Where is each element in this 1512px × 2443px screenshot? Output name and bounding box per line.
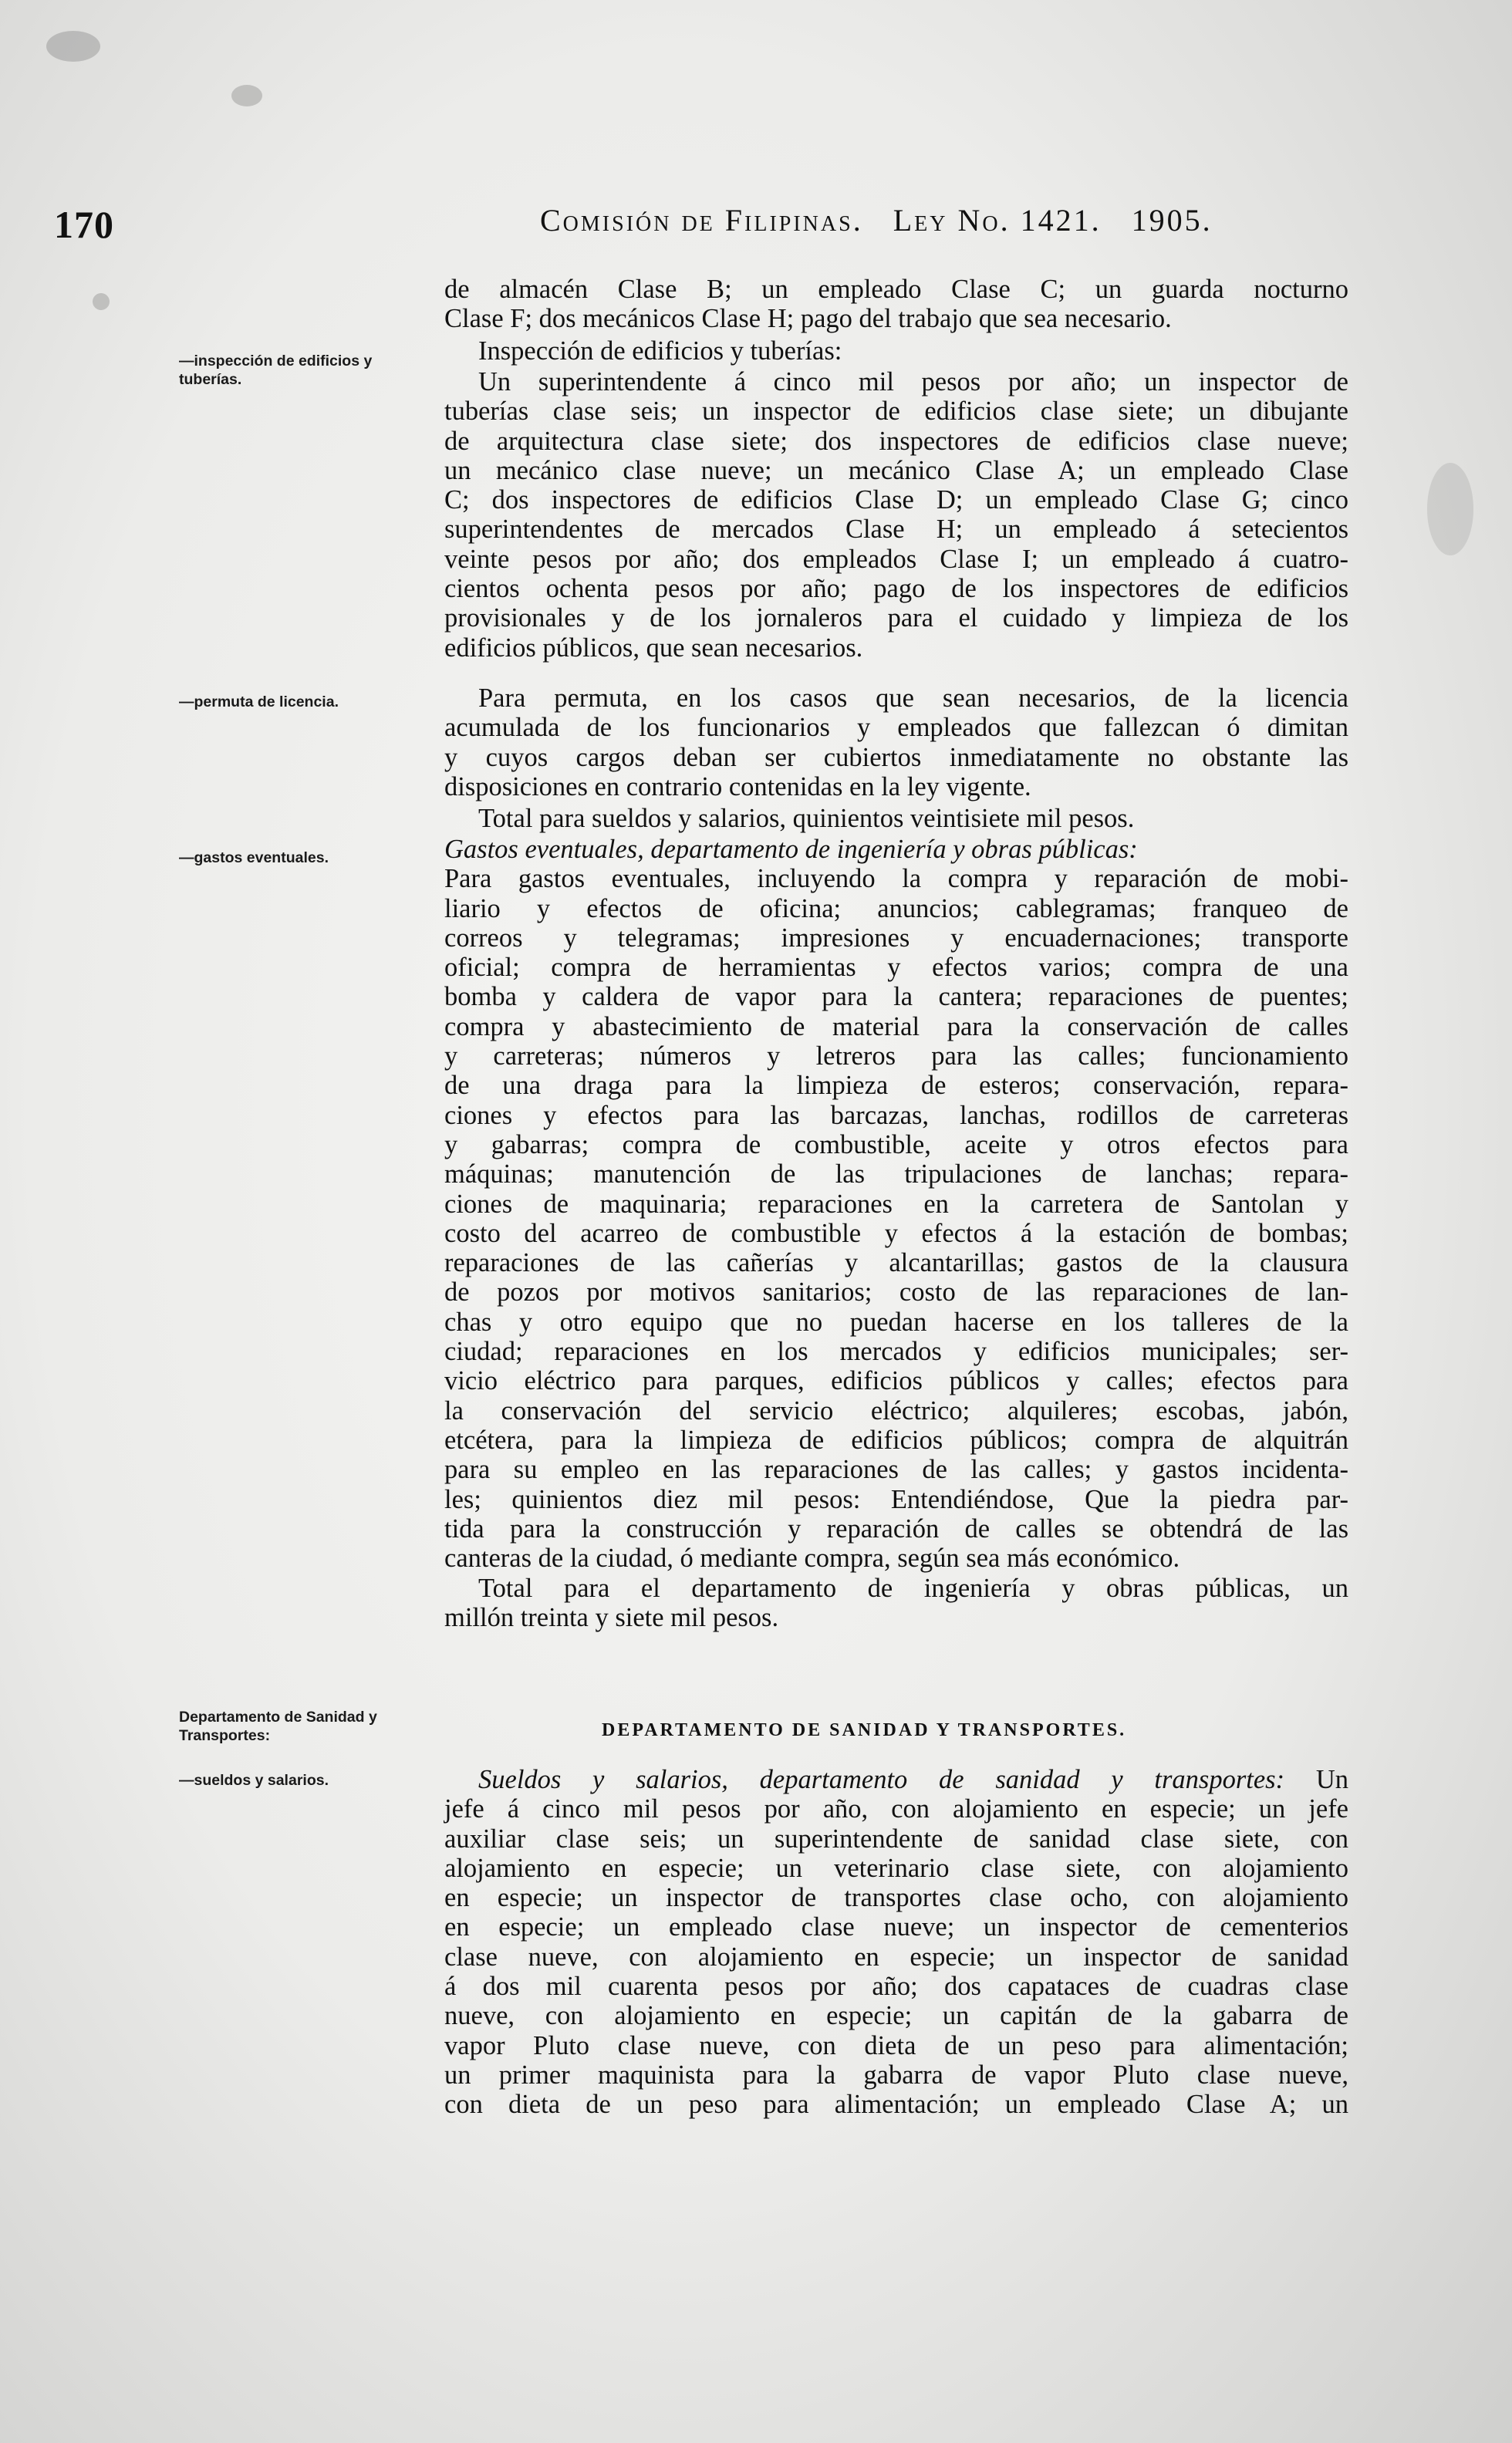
sueldos-lead-tail: Un — [1315, 1765, 1348, 1794]
margin-note-sueldos: —sueldos y salarios. — [179, 1772, 329, 1789]
text-line: vicio eléctrico para parques, edificios públicos y calles; efectos para — [444, 1366, 1348, 1396]
text-line: máquinas; manutención de las tripulaciones de lanchas; repara- — [444, 1159, 1348, 1189]
text-line: edificios públicos, que sean necesarios. — [444, 633, 863, 663]
text-line: vapor Pluto clase nueve, con dieta de un peso para alimentación; — [444, 2030, 1348, 2060]
margin-note-permuta: —permuta de licencia. — [179, 693, 339, 710]
margin-note-gastos: —gastos eventuales. — [179, 849, 329, 866]
text-line: para su empleo en las reparaciones de las calles; y gastos incidenta- — [444, 1455, 1348, 1485]
text-line: canteras de la ciudad, ó mediante compra, según sea más económico. — [444, 1544, 1180, 1574]
text-line: acumulada de los funcionarios y empleados que fallezcan ó dimitan — [444, 713, 1348, 743]
text-line: ciones y efectos para las barcazas, lanchas, rodillos de carreteras — [444, 1100, 1348, 1130]
text-line: costo del acarreo de combustible y efectos á la estación de bombas; — [444, 1218, 1348, 1248]
text-line: de una draga para la limpieza de esteros; conservación, repara- — [444, 1071, 1348, 1101]
text-line: un mecánico clase nueve; un mecánico Clase A; un empleado Clase — [444, 455, 1348, 485]
text-line: un primer maquinista para la gabarra de vapor Pluto clase nueve, — [444, 2060, 1348, 2090]
text-line: bomba y caldera de vapor para la cantera; reparaciones de puentes; — [444, 982, 1348, 1012]
text-line: tida para la construcción y reparación de calles se obtendrá de las — [444, 1513, 1348, 1544]
text-line: clase nueve, con alojamiento en especie; un inspector de sanidad — [444, 1942, 1348, 1972]
law-number: Ley No. 1421. — [893, 203, 1102, 238]
text-line: veinte pesos por año; dos empleados Clase I; un empleado á cuatro- — [444, 544, 1348, 574]
text-line: de arquitectura clase siete; dos inspectores de edificios clase nueve; — [444, 426, 1348, 456]
text-line: millón treinta y siete mil pesos. — [444, 1603, 779, 1633]
text-line: de almacén Clase B; un empleado Clase C; un guarda nocturno — [444, 275, 1348, 304]
running-head — [540, 202, 1389, 238]
text-line: Para gastos eventuales, incluyendo la compra y reparación de mobi- — [444, 864, 1348, 894]
text-line: Inspección de edificios y tuberías: — [478, 336, 842, 366]
scan-speck — [1427, 463, 1473, 555]
text-line: superintendentes de mercados Clase H; un empleado á setecientos — [444, 515, 1348, 545]
text-line: ciudad; reparaciones en los mercados y edificios municipales; ser- — [444, 1337, 1348, 1367]
text-line: cientos ochenta pesos por año; pago de los inspectores de edificios — [444, 574, 1348, 604]
scan-speck — [231, 85, 262, 106]
sueldos-italic-lead: Sueldos y salarios, departamento de sanidad y transportes: — [478, 1765, 1285, 1794]
text-line: Un superintendente á cinco mil pesos por año; un inspector de — [478, 367, 1348, 396]
running-title: Comisión de Filipinas. — [540, 203, 863, 238]
text-line: correos y telegramas; impresiones y encuadernaciones; transporte — [444, 923, 1348, 953]
gastos-italic-lead: Gastos eventuales, departamento de ingeniería y obras públicas: — [444, 835, 1138, 864]
paragraph-inspeccion — [444, 367, 1348, 663]
text-line: Total para el departamento de ingeniería y obras públicas, un — [478, 1574, 1348, 1603]
paragraph-sueldos-sanidad — [444, 1765, 1348, 2120]
text-line: y carreteras; números y letreros para las calles; funcionamiento — [444, 1041, 1348, 1071]
subheading-inspeccion — [444, 336, 1348, 366]
text-line: Para permuta, en los casos que sean necesarios, de la licencia — [478, 683, 1348, 713]
text-line: les; quinientos diez mil pesos: Entendiéndose, Que la piedra par- — [444, 1484, 1348, 1514]
year: 1905. — [1131, 203, 1213, 238]
text-line: Clase F; dos mecánicos Clase H; pago del trabajo que sea necesario. — [444, 304, 1172, 334]
paragraph-continuation — [444, 275, 1348, 334]
text-line: tuberías clase seis; un inspector de edificios clase siete; un dibujante — [444, 396, 1348, 427]
margin-note-departamento-sanidad: Departamento de Sanidad y Transportes: — [179, 1709, 377, 1744]
sueldos-lead-line — [444, 1765, 1348, 1794]
text-line: etcétera, para la limpieza de edificios públicos; compra de alquitrán — [444, 1425, 1348, 1455]
scan-speck — [93, 293, 110, 310]
text-line: nueve, con alojamiento en especie; un capitán de la gabarra de — [444, 2001, 1348, 2031]
text-line: C; dos inspectores de edificios Clase D; un empleado Clase G; cinco — [444, 485, 1348, 515]
paragraph-permuta — [444, 683, 1348, 801]
text-line: á dos mil cuarenta pesos por año; dos capataces de cuadras clase — [444, 1972, 1348, 2002]
text-line: Total para sueldos y salarios, quinientos veintisiete mil pesos. — [478, 804, 1135, 833]
text-line: la conservación del servicio eléctrico; alquileres; escobas, jabón, — [444, 1395, 1348, 1426]
text-line: auxiliar clase seis; un superintendente de sanidad clase siete, con — [444, 1824, 1348, 1854]
text-line: y cuyos cargos deban ser cubiertos inmediatamente no obstante las — [444, 742, 1348, 772]
text-line: oficial; compra de herramientas y efectos varios; compra de una — [444, 953, 1348, 983]
text-line: reparaciones de las cañerías y alcantarillas; gastos de la clausura — [444, 1248, 1348, 1278]
paragraph-total-sueldos — [444, 804, 1348, 833]
text-line: ciones de maquinaria; reparaciones en la carretera de Santolan y — [444, 1189, 1348, 1219]
text-line: provisionales y de los jornaleros para el cuidado y limpieza de los — [444, 603, 1348, 633]
text-line: disposiciones en contrario contenidas en la ley vigente. — [444, 771, 1031, 801]
scan-speck — [46, 31, 100, 62]
text-line: con dieta de un peso para alimentación; un empleado Clase A; un — [444, 2090, 1348, 2120]
page-number: 170 — [54, 203, 114, 246]
text-line: jefe á cinco mil pesos por año, con alojamiento en especie; un jefe — [444, 1794, 1348, 1824]
paragraph-total-departamento — [444, 1574, 1348, 1633]
margin-note-inspeccion: —inspección de edificios y tuberías. — [179, 353, 373, 388]
text-line: en especie; un empleado clase nueve; un inspector de cementerios — [444, 1912, 1348, 1942]
text-line: liario y efectos de oficina; anuncios; cablegramas; franqueo de — [444, 893, 1348, 923]
text-line: y gabarras; compra de combustible, aceite y otros efectos para — [444, 1129, 1348, 1159]
text-line: alojamiento en especie; un veterinario clase siete, con alojamiento — [444, 1853, 1348, 1883]
text-line: de pozos por motivos sanitarios; costo de las reparaciones de lan- — [444, 1277, 1348, 1308]
paragraph-gastos-eventuales — [444, 835, 1348, 1573]
section-heading: DEPARTAMENTO DE SANIDAD Y TRANSPORTES. — [602, 1720, 1127, 1740]
text-line: en especie; un inspector de transportes clase ocho, con alojamiento — [444, 1883, 1348, 1913]
text-line: compra y abastecimiento de material para la conservación de calles — [444, 1011, 1348, 1041]
text-line: chas y otro equipo que no puedan hacerse en los talleres de la — [444, 1307, 1348, 1337]
